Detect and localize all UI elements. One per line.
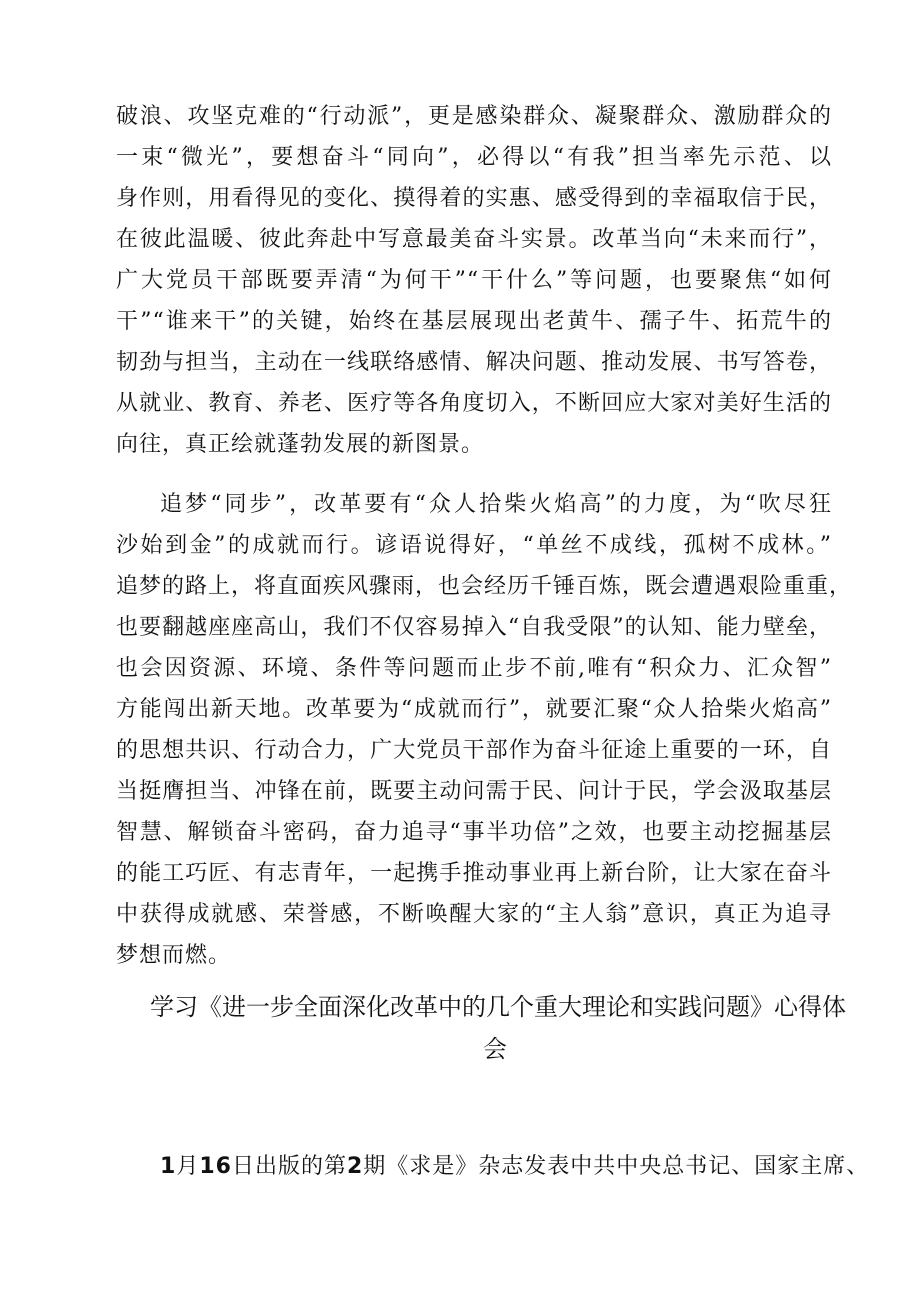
paragraph-2	[116, 484, 853, 976]
section-heading	[150, 986, 846, 1070]
paragraph-1-line: 一束“微光”，要想奋斗“同向”，必得以“有我”担当率先示范、以	[116, 145, 832, 170]
text-segment: 期《求是》杂志发表中共中央总书记、国家主席、	[363, 1154, 870, 1179]
text-segment: 日出版的第	[231, 1154, 347, 1179]
number-issue: 2	[346, 1154, 364, 1179]
paragraph-2-line: 也要翻越座座高山，我们不仅容易掉入“自我受限”的认知、能力壁垒，	[116, 615, 832, 640]
paragraph-1-line: 广大党员干部既要弄清“为何干”“干什么”等问题，也要聚焦“如何	[116, 268, 832, 293]
paragraph-2-line: 梦想而燃。	[116, 943, 232, 968]
paragraph-2-line: 追梦的路上，将直面疾风骤雨，也会经历千锤百炼，既会遭遇艰险重重，	[116, 574, 853, 599]
paragraph-1-line: 韧劲与担当，主动在一线联络感情、解决问题、推动发展、书写答卷，	[116, 350, 832, 375]
paragraph-1-line: 干”“谁来干”的关键，始终在基层展现出老黄牛、孺子牛、拓荒牛的	[116, 309, 832, 334]
section-heading-line: 学习《进一步全面深化改革中的几个重大理论和实践问题》心得体	[150, 993, 846, 1021]
paragraph-2-line: 也会因资源、环境、条件等问题而止步不前,唯有“积众力、汇众智”	[116, 656, 832, 681]
paragraph-1-line: 向往，真正绘就蓬勃发展的新图景。	[116, 432, 485, 457]
number-day: 16	[199, 1154, 232, 1179]
paragraph-2-line: 智慧、解锁奋斗密码，奋力追寻“事半功倍”之效，也要主动挖掘基层	[116, 820, 832, 845]
paragraph-1-line: 身作则，用看得见的变化、摸得着的实惠、感受得到的幸福取信于民，	[116, 186, 832, 211]
number-month: 1	[160, 1154, 177, 1179]
paragraph-2-line: 的思想共识、行动合力，广大党员干部作为奋斗征途上重要的一环，自	[116, 738, 832, 763]
paragraph-3-line	[116, 1146, 870, 1187]
paragraph-1	[116, 96, 832, 465]
paragraph-2-line: 方能闯出新天地。改革要为“成就而行”，就要汇聚“众人拾柴火焰高”	[116, 697, 832, 722]
paragraph-2-line: 追梦“同步”，改革要有“众人拾柴火焰高”的力度，为“吹尽狂	[160, 492, 832, 517]
section-heading-line: 会	[483, 1035, 507, 1063]
paragraph-2-line: 沙始到金”的成就而行。谚语说得好，“单丝不成线，孤树不成林。”	[116, 533, 832, 558]
paragraph-2-line: 的能工巧匠、有志青年，一起携手推动事业再上新台阶，让大家在奋斗	[116, 861, 832, 886]
paragraph-2-line: 中获得成就感、荣誉感，不断唤醒大家的“主人翁”意识，真正为追寻	[116, 902, 832, 927]
text-segment: 月	[176, 1154, 200, 1179]
paragraph-3	[116, 1146, 870, 1187]
paragraph-2-line: 当挺膺担当、冲锋在前，既要主动问需于民、问计于民，学会汲取基层	[116, 779, 832, 804]
paragraph-1-line: 在彼此温暖、彼此奔赴中写意最美奋斗实景。改革当向“未来而行”，	[116, 227, 832, 252]
paragraph-1-line: 破浪、攻坚克难的“行动派”，更是感染群众、凝聚群众、激励群众的	[116, 104, 832, 129]
paragraph-1-line: 从就业、教育、养老、医疗等各角度切入，不断回应大家对美好生活的	[116, 391, 832, 416]
